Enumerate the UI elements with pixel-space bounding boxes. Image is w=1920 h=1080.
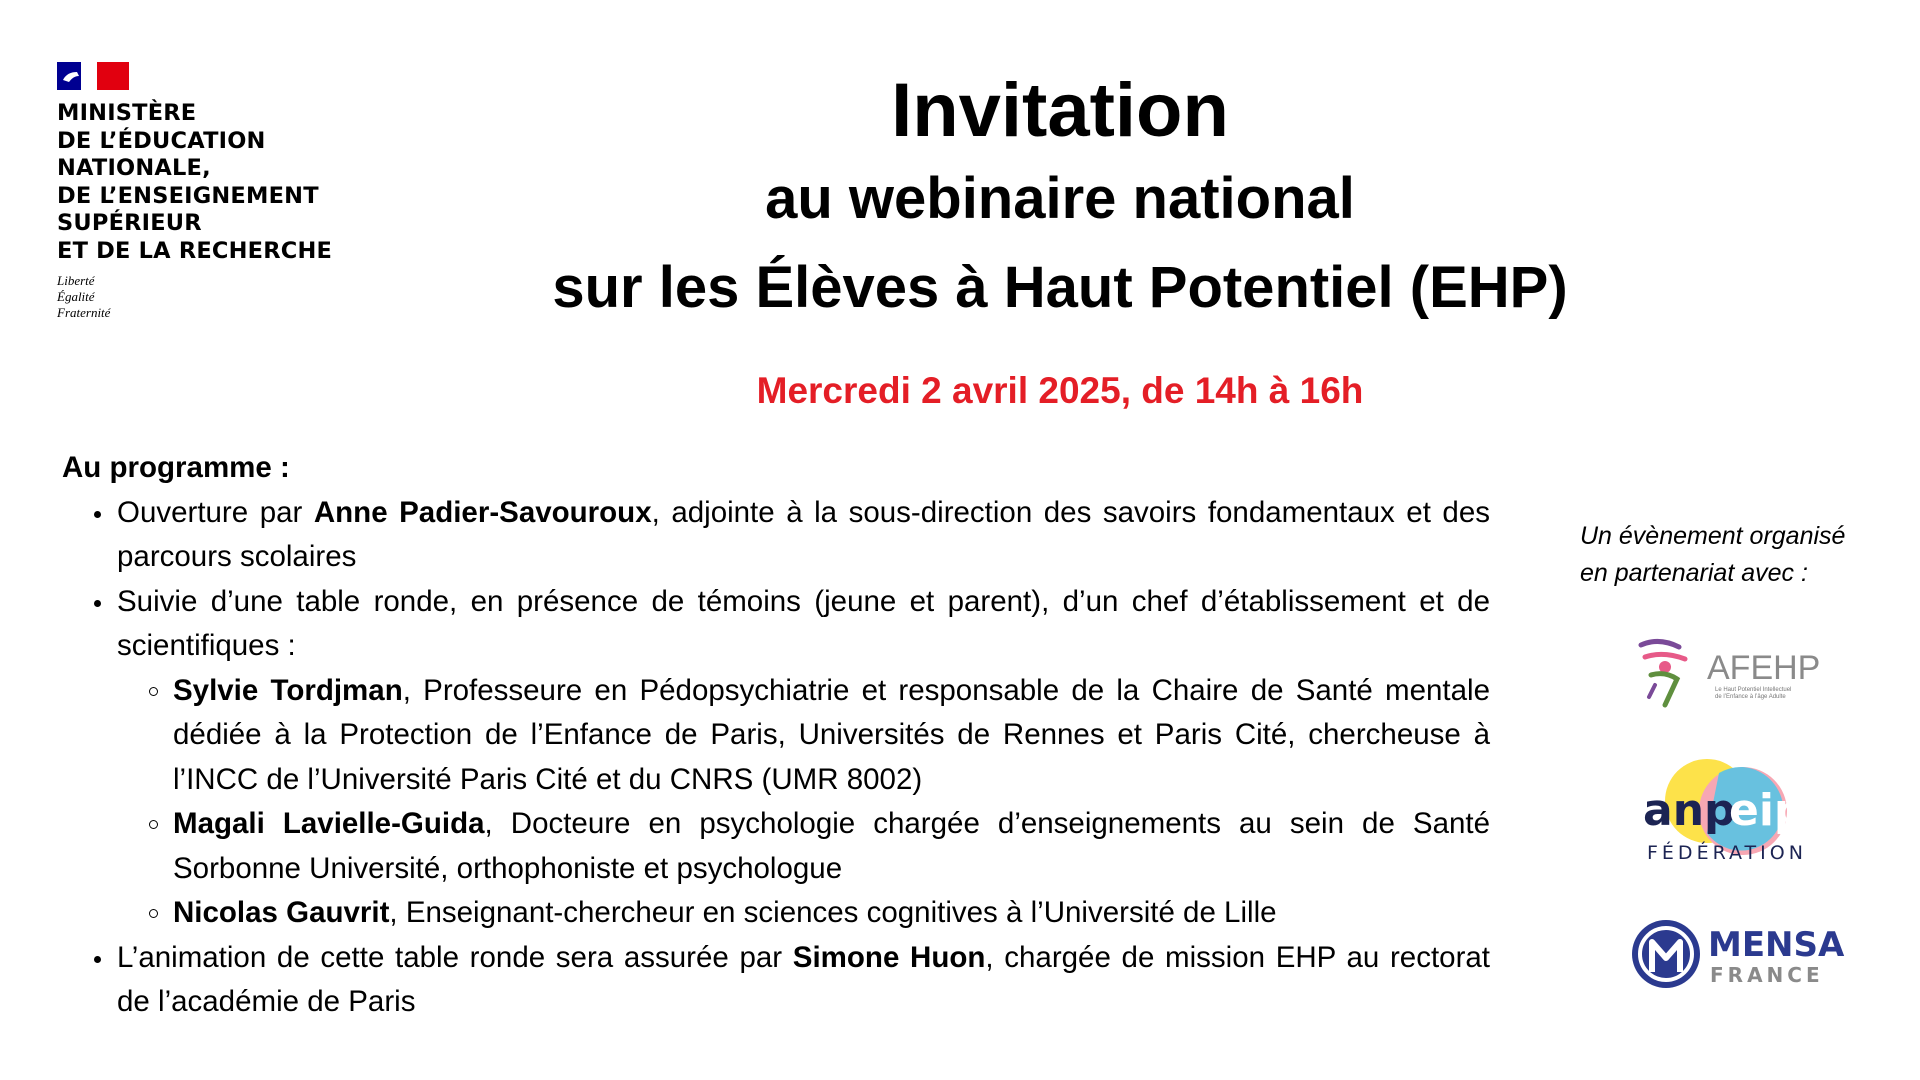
speaker-description: , Enseignant-chercheur en sciences cognitives à l’Université de Lille [389,896,1277,929]
motto-line: Fraternité [57,305,111,320]
item-text: Ouverture par [117,495,314,529]
program-item-roundtable [117,580,1490,936]
program-heading: Au programme : [62,451,290,484]
afehp-figure-arm [1641,641,1679,647]
speaker-name: Simone Huon [792,940,986,974]
speaker-description: , Docteure en psychologie chargée d’enseignements au sein de Santé Sorbonne Université, orthophoniste et psychologue [173,807,1491,885]
anpeip-logo [1635,753,1825,883]
ministry-logo [57,62,332,321]
program-section [62,446,1490,1025]
afehp-tagline: de l’Enfance à l’âge Adulte [1715,694,1786,700]
speaker-item [173,669,1490,803]
marianne-profile-icon [57,62,81,90]
mensa-logo [1630,916,1845,996]
speaker-name: Anne Padier-Savouroux [313,495,652,529]
program-list [62,491,1490,1025]
afehp-logo [1635,635,1825,715]
topic-subtitle: sur les Élèves à Haut Potentiel (EHP) [552,255,1568,320]
item-text: L’animation de cette table ronde sera assurée par [117,940,793,974]
webinar-subtitle: au webinaire national [765,166,1355,231]
mensa-country: FRANCE [1710,963,1824,987]
program-item-opening [117,491,1490,580]
item-text: , adjointe à la sous-direction des savoirs fondamentaux et des parcours scolaires [117,495,1490,573]
caption-line: Un évènement organisé [1580,522,1846,550]
item-text: , chargée de mission EHP au rectorat de l’académie de Paris [117,940,1490,1018]
motto-line: Égalité [57,289,95,304]
ministry-line: SUPÉRIEUR [57,210,202,236]
french-flag-icon [57,62,129,90]
speaker-item [173,802,1490,891]
motto-line: Liberté [57,273,95,288]
speaker-name: Sylvie Tordjman [173,673,403,707]
speaker-name: Magali Lavielle-Guida [173,807,485,840]
ministry-name [57,100,332,265]
ministry-line: DE L’ENSEIGNEMENT [57,182,319,209]
program-item-moderation [117,936,1490,1025]
afehp-figure-arm [1645,654,1685,659]
caption-line: en partenariat avec : [1580,559,1808,587]
speaker-name: Nicolas Gauvrit [173,896,390,929]
speaker-item [173,891,1490,936]
afehp-figure-leg [1649,685,1655,697]
anpeip-federation: FÉDÉRATION [1647,842,1807,864]
partners-caption [1580,518,1900,592]
invitation-title: Invitation [891,68,1229,153]
republic-motto [57,273,332,321]
item-text: Suivie d’une table ronde, en présence de témoins (jeune et parent), d’un chef d’établissement et de scientifiques : [117,584,1490,662]
mensa-name: MENSA [1708,925,1845,965]
ministry-line: MINISTÈRE [57,100,197,126]
ministry-line: DE L’ÉDUCATION [57,127,266,154]
anpeip-name-part: eip [1729,785,1806,836]
ministry-line: ET DE LA RECHERCHE [57,237,333,264]
speaker-description: , Professeure en Pédopsychiatrie et responsable de la Chaire de Santé mentale dédiée à la Protection de l’Enfance de Paris, Universités de Rennes et Paris Cité, chercheuse à l’INCC de l’Université Paris Cité et du CNRS (UMR 8002) [173,673,1490,796]
event-date: Mercredi 2 avril 2025, de 14h à 16h [756,370,1364,411]
speakers-list [117,669,1490,936]
afehp-name: AFEHP [1707,649,1821,687]
partners-section [1580,518,1900,987]
ministry-line: NATIONALE, [57,155,211,181]
anpeip-name-part: anp [1643,785,1736,836]
afehp-tagline: Le Haut Potentiel Intellectuel [1715,687,1792,693]
